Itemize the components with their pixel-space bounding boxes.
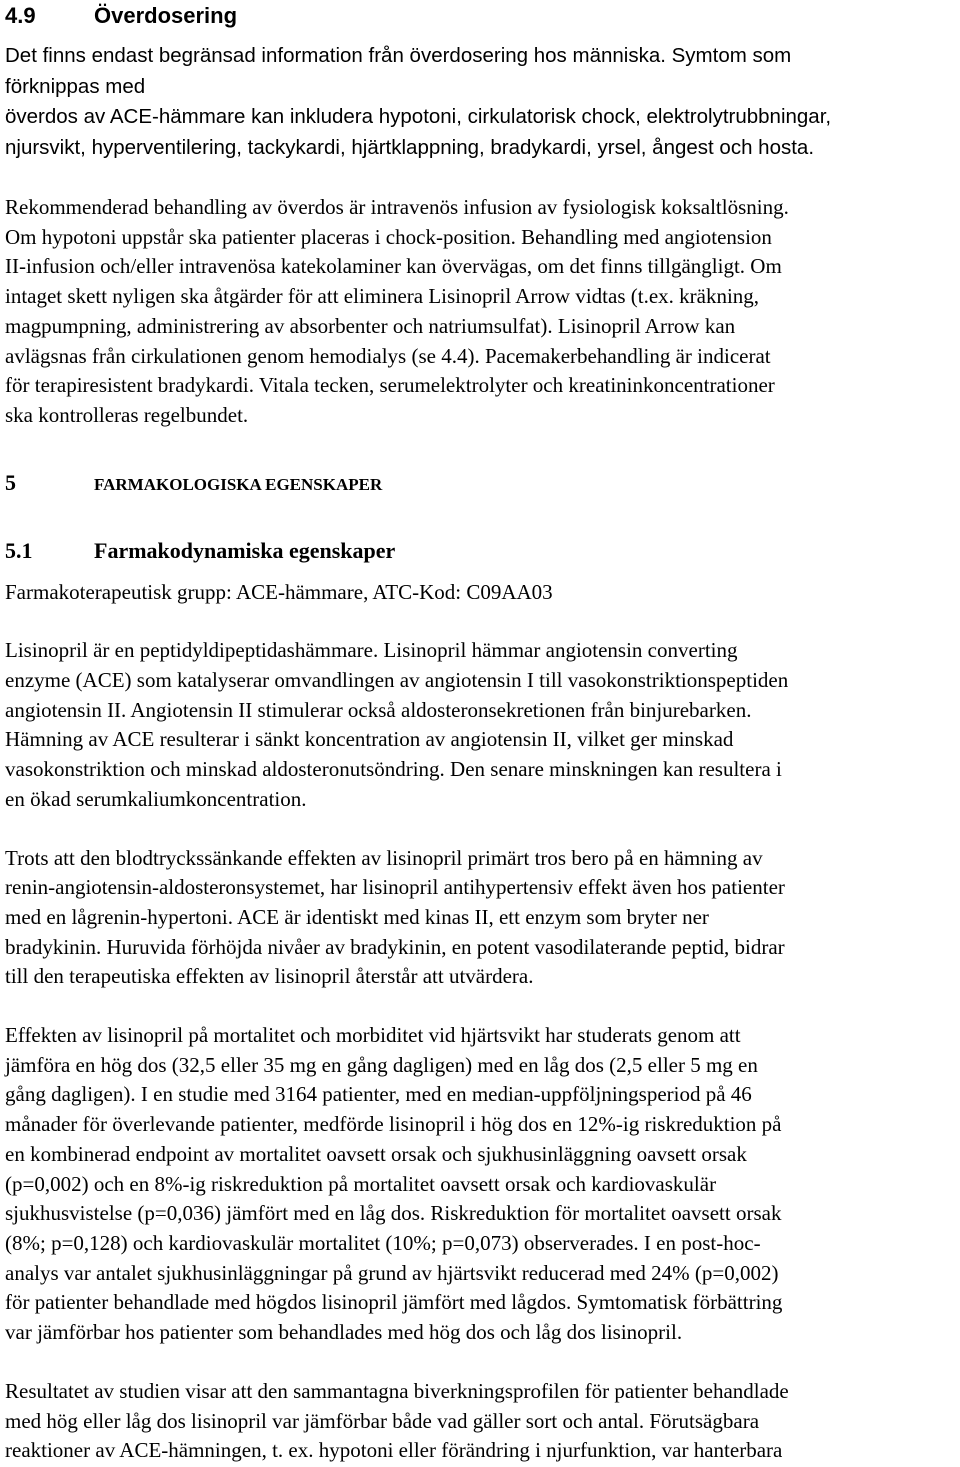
text-line: månader för överlevande patienter, medförde lisinopril i hög dos en 12%-ig riskreduktion på [5,1112,782,1137]
text-line: Lisinopril är en peptidyldipeptidashämmare. Lisinopril hämmar angiotensin converting [5,638,738,663]
text-line: renin-angiotensin-aldosteronsystemet, har lisinopril antihypertensiv effekt även hos patienter [5,875,785,900]
text-line: förknippas med [5,74,146,98]
section-5-1-heading [5,536,957,566]
text-line: magpumpning, administrering av absorbenter och natriumsulfat). Lisinopril Arrow kan [5,313,736,338]
adverse-profile-paragraph [5,1377,957,1466]
text-line: överdos av ACE-hämmare kan inkludera hypotoni, cirkulatorisk chock, elektrolytrubbningar, [5,105,832,128]
section-title: Överdosering [94,3,238,28]
text-line: med hög eller låg dos lisinopril var jämförbar både vad gäller sort och antal. Förutsägbara [5,1408,760,1433]
text-line: Det finns endast begränsad information från överdosering hos människa. Symtom som [5,44,792,67]
text-line: Om hypotoni uppstår ska patienter placeras i chock-position. Behandling med angiotension [5,224,772,249]
text-line: Trots att den blodtryckssänkande effekten av lisinopril primärt tros bero på en hämning av [5,845,763,870]
text-line: (p=0,002) och en 8%-ig riskreduktion på mortalitet oavsett orsak och kardiovaskulär [5,1171,717,1196]
text-line: Resultatet av studien visar att den sammantagna biverkningsprofilen för patienter behandlade [5,1378,789,1403]
overdose-symptoms-paragraph [5,41,957,163]
text-line: för patienter behandlade med högdos lisinopril jämfört med lågdos. Symtomatisk förbättring [5,1290,783,1315]
text-line: reaktioner av ACE-hämningen, t. ex. hypotoni eller förändring i njurfunktion, var hanterbara [5,1438,783,1463]
text-line: Effekten av lisinopril på mortalitet och morbiditet vid hjärtsvikt har studerats genom att [5,1023,741,1048]
overdose-treatment-paragraph [5,193,957,431]
text-line: jämföra en hög dos (32,5 eller 35 mg en gång dagligen) med en låg dos (2,5 eller 5 mg en [5,1052,758,1077]
text-line: en kombinerad endpoint av mortalitet oavsett orsak och sjukhusinläggning oavsett orsak [5,1141,747,1166]
text-line: bradykinin. Huruvida förhöjda nivåer av bradykinin, en potent vasodilaterande peptid, bidrar [5,934,785,959]
section-number: 5.1 [5,537,33,563]
section-title: Farmakodynamiska egenskaper [94,537,396,563]
text-line: gång dagligen). I en studie med 3164 patienter, med en median-uppföljningsperiod på 46 [5,1082,752,1107]
text-line: enzyme (ACE) som katalyserar omvandlingen av angiotensin I till vasokonstriktionspeptiden [5,668,789,693]
text-line: för terapiresistent bradykardi. Vitala tecken, serumelektrolyter och kreatininkoncentrationer [5,373,775,398]
text-line: intaget skett nyligen ska åtgärder för att eliminera Lisinopril Arrow vidtas (t.ex. kräkning, [5,284,760,309]
section-4-9-heading [5,0,957,32]
text-line: Hämning av ACE resulterar i sänkt koncentration av angiotensin II, vilket ger minskad [5,727,734,752]
text-line: II-infusion och/eller intravenösa katekolaminer kan övervägas, om det finns tillgängligt. Om [5,254,782,279]
text-line: analys var antalet sjukhusinläggningar på grund av hjärtsvikt reducerad med 24% (p=0,002) [5,1260,779,1285]
text-line: en ökad serumkaliumkoncentration. [5,786,307,811]
text-line: var jämförbar hos patienter som behandlades med hög dos och låg dos lisinopril. [5,1320,683,1345]
mechanism-paragraph [5,636,957,814]
text-line: (8%; p=0,128) och kardiovaskulär mortalitet (10%; p=0,073) observerades. I en post-hoc- [5,1230,761,1255]
text-line: Rekommenderad behandling av överdos är intravenös infusion av fysiologisk koksaltlösning. [5,195,789,219]
text-line: med en lågrenin-hypertoni. ACE är identiskt med kinas II, ett enzym som bryter ner [5,904,709,929]
text-line: sjukhusvistelse (p=0,036) jämfört med en låg dos. Riskreduktion för mortalitet oavsett orsak [5,1201,782,1226]
text-line: angiotensin II. Angiotensin II stimulerar också aldosteronsekretionen från binjurebarken. [5,697,752,722]
text-line: avlägsnas från cirkulationen genom hemodialys (se 4.4). Pacemakerbehandling är indicerat [5,343,771,368]
text-line: till den terapeutiska effekten av lisinopril återstår att utvärdera. [5,964,534,989]
pharmacotherapeutic-group-line [5,578,957,608]
text-line: ska kontrolleras regelbundet. [5,402,249,427]
text-line: vasokonstriktion och minskad aldosteronutsöndring. Den senare minskningen kan resultera i [5,757,782,782]
text-line: njursvikt, hyperventilering, tackykardi, hjärtklappning, bradykardi, yrsel, ångest och hosta. [5,135,815,159]
section-number: 4.9 [5,3,36,28]
antihypertensive-effect-paragraph [5,844,957,993]
document-page [5,0,957,1466]
section-number: 5 [5,469,16,495]
section-5-heading [5,468,957,500]
section-title: FARMAKOLOGISKA EGENSKAPER [94,474,383,494]
heart-failure-study-paragraph [5,1021,957,1348]
text-line: Farmakoterapeutisk grupp: ACE-hämmare, ATC-Kod: C09AA03 [5,579,553,604]
